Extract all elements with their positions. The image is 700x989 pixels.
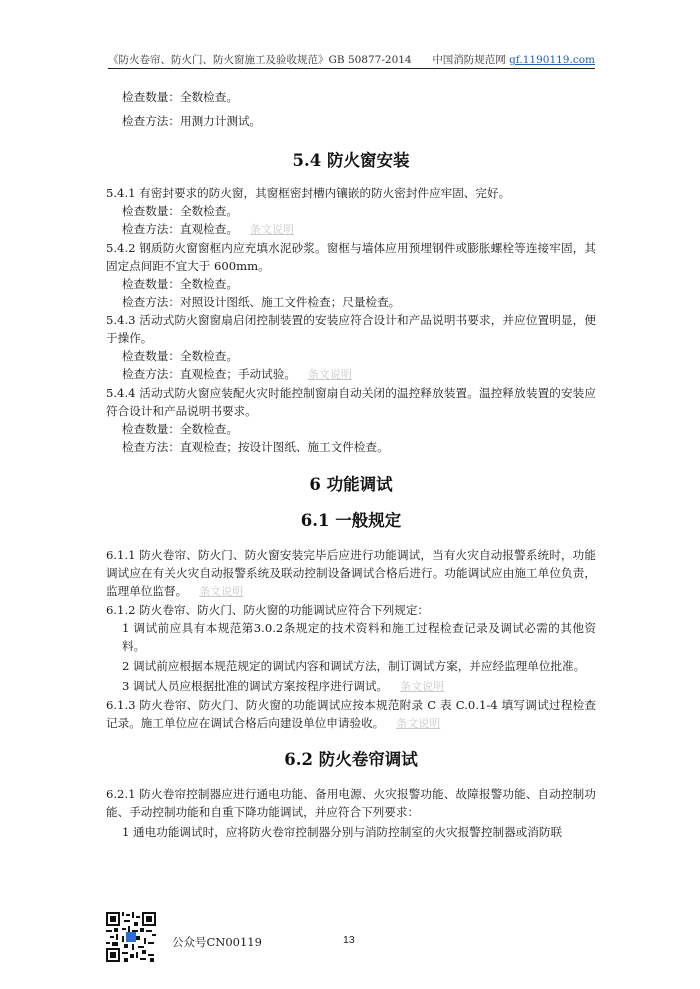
- header-site-link[interactable]: gf.1190119.com: [509, 54, 595, 66]
- clause-6-1-3: [106, 696, 596, 733]
- section-6-2-title: 6.2 防火卷帘调试: [284, 750, 418, 769]
- wechat-account: 公众号CN00119: [172, 935, 262, 949]
- clause-5-4-2: 5.4.2 钢质防火窗窗框内应充填水泥砂浆。窗框与墙体应用预埋钢件或膨胀螺栓等连接牢固，其固定点间距不宜大于 600mm。: [106, 241, 596, 273]
- header-site: [432, 52, 595, 67]
- clause-5-4-1-method-text: 检查方法：直观检查。: [122, 222, 238, 236]
- clause-6-1-1-text: 6.1.1 防火卷帘、防火门、防火窗安装完毕后应进行功能调试，当有火灾自动报警系统时，功能调试应在有关火灾自动报警系统及联动控制设备调试合格后进行。功能调试应由施工单位负责，监理单位监督。: [106, 548, 596, 598]
- clause-5-4-4-qty: 检查数量：全数检查。: [122, 422, 238, 436]
- qr-code-icon: [106, 912, 156, 962]
- section-5-4-title: 5.4 防火窗安装: [292, 151, 410, 170]
- check-method-line: 检查方法：用测力计测试。: [122, 114, 262, 128]
- clause-5-4-3-qty: 检查数量：全数检查。: [122, 349, 238, 363]
- clause-6-1-2-item-3: [106, 677, 596, 696]
- clause-5-4-3-method: [106, 365, 596, 384]
- check-qty-line: 检查数量：全数检查。: [122, 90, 238, 104]
- clause-5-4-3-method-text: 检查方法：直观检查；手动试验。: [122, 367, 296, 381]
- explain-link[interactable]: 条文说明: [249, 223, 294, 236]
- clause-6-1-2-item-3-text: 3 调试人员应根据批准的调试方案按程序进行调试。: [122, 679, 389, 693]
- header-doc-title: 《防火卷帘、防火门、防火窗施工及验收规范》GB 50877-2014: [108, 54, 412, 66]
- explain-link[interactable]: 条文说明: [400, 680, 445, 693]
- section-6-1-title: 6.1 一般规定: [300, 511, 402, 530]
- clause-5-4-1-qty: 检查数量：全数检查。: [122, 204, 238, 218]
- clause-5-4-4: 5.4.4 活动式防火窗应装配火灾时能控制窗扇自动关闭的温控释放装置。温控释放装置的安装应符合设计和产品说明书要求。: [106, 386, 596, 418]
- explain-link[interactable]: 条文说明: [396, 717, 441, 730]
- explain-link[interactable]: 条文说明: [307, 368, 352, 381]
- clause-6-1-1: [106, 546, 596, 601]
- page-footer: [106, 912, 596, 962]
- chapter-6-title: 6 功能调试: [309, 475, 393, 494]
- clause-6-2-1-item-1: 1 通电功能调试时，应将防火卷帘控制器分别与消防控制室的火灾报警控制器或消防联: [122, 825, 563, 839]
- clause-5-4-2-method: 检查方法：对照设计图纸、施工文件检查；尺量检查。: [122, 295, 401, 309]
- page-number: 13: [343, 934, 355, 946]
- clause-6-1-3-text: 6.1.3 防火卷帘、防火门、防火窗的功能调试应按本规范附录 C 表 C.0.1-4 填写调试过程检查记录。施工单位应在调试合格后向建设单位申请验收。: [106, 698, 596, 730]
- clause-5-4-4-method: 检查方法：直观检查；按设计图纸、施工文件检查。: [122, 440, 389, 454]
- clause-5-4-2-qty: 检查数量：全数检查。: [122, 277, 238, 291]
- header-site-name: 中国消防规范网: [432, 54, 506, 66]
- page-header: [108, 50, 595, 69]
- explain-link[interactable]: 条文说明: [199, 585, 244, 598]
- clause-6-2-1: 6.2.1 防火卷帘控制器应进行通电功能、备用电源、火灾报警功能、故障报警功能、自动控制功能、手动控制功能和自重下降功能调试，并应符合下列要求：: [106, 787, 596, 819]
- clause-5-4-3: 5.4.3 活动式防火窗窗扇启闭控制装置的安装应符合设计和产品说明书要求，并应位置明显，便于操作。: [106, 313, 596, 345]
- clause-5-4-1: 5.4.1 有密封要求的防火窗，其窗框密封槽内镶嵌的防火密封件应牢固、完好。: [106, 186, 511, 200]
- page-content: [106, 88, 596, 841]
- clause-6-1-2: 6.1.2 防火卷帘、防火门、防火窗的功能调试应符合下列规定：: [106, 603, 430, 617]
- clause-6-1-2-item-1: 1 调试前应具有本规范第3.0.2条规定的技术资料和施工过程检查记录及调试必需的其他资料。: [122, 621, 596, 653]
- clause-6-1-2-item-2: 2 调试前应根据本规范规定的调试内容和调试方法，制订调试方案，并应经监理单位批准。: [122, 659, 586, 673]
- clause-5-4-1-method: [106, 220, 596, 239]
